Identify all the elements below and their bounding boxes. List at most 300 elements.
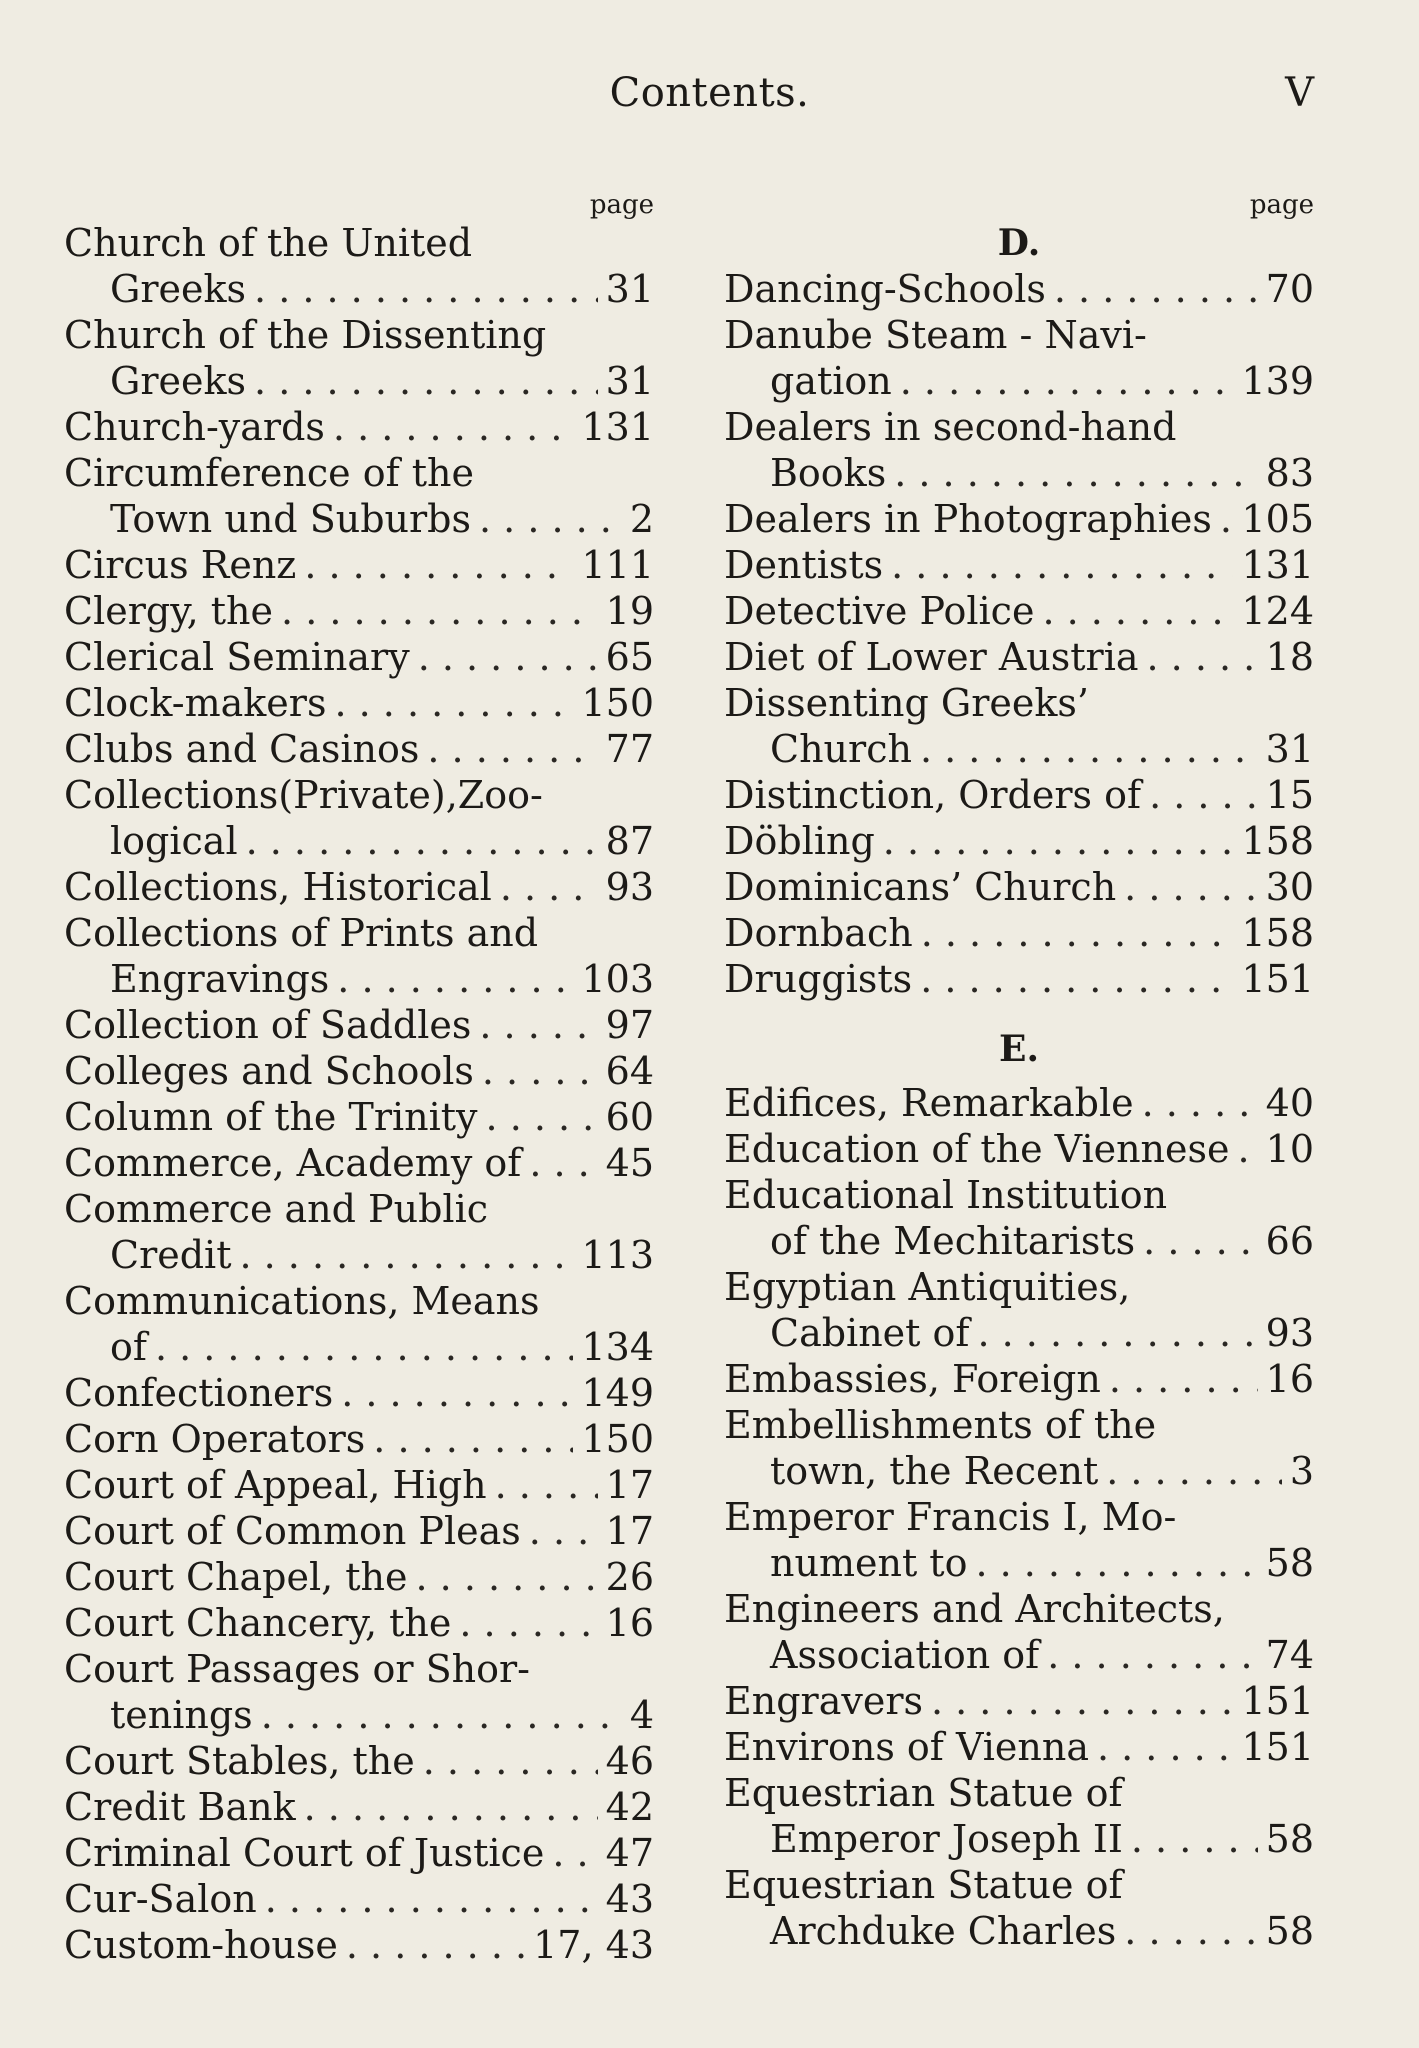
- section-spacer: [724, 1002, 1314, 1026]
- entry-page: 58: [1265, 1909, 1314, 1953]
- entry-text: Association of: [770, 1633, 1040, 1677]
- index-entry: [64, 1140, 654, 1186]
- entry-page: 3: [1289, 1449, 1314, 1493]
- entry-page: 16: [605, 1601, 654, 1645]
- entry-text: logical: [110, 819, 238, 863]
- entry-text: Engravings: [110, 957, 330, 1001]
- index-entry-line: [724, 1770, 1314, 1816]
- index-entry: [724, 956, 1314, 1002]
- entry-text: gation: [770, 359, 892, 403]
- index-entry-line: [64, 772, 654, 818]
- index-list-d: [724, 266, 1314, 1002]
- entry-page: 60: [605, 1095, 654, 1139]
- index-entry-line: [64, 1094, 654, 1140]
- entry-text: Corn Operators: [64, 1417, 366, 1461]
- entry-page: 134: [581, 1325, 654, 1369]
- index-entry-line: [724, 680, 1314, 726]
- dot-leader: [975, 1540, 1257, 1586]
- running-title: Contents.: [609, 70, 810, 116]
- entry-text: Equestrian Statue of: [724, 1863, 1123, 1907]
- index-entry: [64, 1416, 654, 1462]
- section-heading-d: D.: [997, 222, 1041, 264]
- entry-text: Column of the Trinity: [64, 1095, 478, 1139]
- index-entry-line: [64, 910, 654, 956]
- entry-text: Cur-Salon: [64, 1877, 257, 1921]
- index-entry-line: [724, 634, 1314, 680]
- index-entry-line: [724, 818, 1314, 864]
- index-entry-line: [724, 450, 1314, 496]
- entry-page: 19: [605, 589, 654, 633]
- dot-leader: [529, 1508, 598, 1554]
- dot-leader: [552, 1830, 597, 1876]
- entry-page: 17: [605, 1463, 654, 1507]
- index-entry: [64, 450, 654, 542]
- entry-text: Circumference of the: [64, 451, 474, 495]
- index-entry-line: [724, 910, 1314, 956]
- right-column: [724, 190, 1314, 1954]
- entry-text: Dealers in second-hand: [724, 405, 1177, 449]
- index-entry: [64, 772, 654, 864]
- index-entry: [724, 1586, 1314, 1678]
- entry-page: 131: [581, 405, 654, 449]
- entry-page: 93: [605, 865, 654, 909]
- dot-leader: [479, 1002, 597, 1048]
- index-entry-line: [64, 1462, 654, 1508]
- entry-text: Confectioners: [64, 1371, 334, 1415]
- index-entry-line: [724, 496, 1314, 542]
- index-entry: [724, 1264, 1314, 1356]
- dot-leader: [920, 956, 1233, 1002]
- dot-leader: [281, 588, 598, 634]
- entry-text: Communications, Means: [64, 1279, 540, 1323]
- index-entry: [64, 1554, 654, 1600]
- dot-leader: [891, 542, 1233, 588]
- dot-leader: [1149, 772, 1258, 818]
- index-entry-line: [64, 1784, 654, 1830]
- entry-text: Commerce, Academy of: [64, 1141, 522, 1185]
- entry-page: 150: [581, 681, 654, 725]
- entry-page: 113: [581, 1233, 654, 1277]
- entry-text: nument to: [770, 1541, 968, 1585]
- index-entry-line: [724, 404, 1314, 450]
- entry-text: Commerce and Public: [64, 1187, 489, 1231]
- index-entry-line: [64, 680, 654, 726]
- dot-leader: [900, 358, 1234, 404]
- index-entry-line: [724, 1126, 1314, 1172]
- index-entry: [724, 910, 1314, 956]
- dot-leader: [459, 1600, 597, 1646]
- entry-page: 16: [1265, 1357, 1314, 1401]
- page-column-heading: page: [589, 190, 654, 220]
- entry-text: Credit Bank: [64, 1785, 296, 1829]
- entry-page: 43: [605, 1877, 654, 1921]
- entry-page: 158: [1241, 911, 1314, 955]
- entry-text: Collection of Saddles: [64, 1003, 472, 1047]
- dot-leader: [333, 404, 574, 450]
- dot-leader: [1106, 1448, 1282, 1494]
- dot-leader: [920, 726, 1258, 772]
- index-entry-line: [64, 266, 654, 312]
- entry-page: 139: [1241, 359, 1314, 403]
- entry-page: 31: [605, 267, 654, 311]
- dot-leader: [1142, 1080, 1258, 1126]
- index-entry: [64, 1278, 654, 1370]
- entry-text: Embellishments of the: [724, 1403, 1157, 1447]
- entry-text: Dancing-Schools: [724, 267, 1046, 311]
- entry-page: 66: [1265, 1219, 1314, 1263]
- index-entry-line: [64, 588, 654, 634]
- entry-text: tenings: [110, 1693, 253, 1737]
- index-entry-line: [724, 358, 1314, 404]
- index-entry-line: [724, 1724, 1314, 1770]
- dot-leader: [1097, 1724, 1233, 1770]
- index-entry-line: [724, 1080, 1314, 1126]
- index-entry: [64, 634, 654, 680]
- index-entry: [724, 634, 1314, 680]
- dot-leader: [334, 680, 573, 726]
- index-list-e: [724, 1080, 1314, 1954]
- entry-page: 111: [581, 543, 654, 587]
- entry-text: Egyptian Antiquities,: [724, 1265, 1131, 1309]
- index-entry-line: [724, 1310, 1314, 1356]
- entry-page: 103: [581, 957, 654, 1001]
- index-entry: [64, 864, 654, 910]
- index-entry: [64, 542, 654, 588]
- index-entry-line: [724, 1172, 1314, 1218]
- index-entry: [724, 1402, 1314, 1494]
- index-entry: [64, 1048, 654, 1094]
- index-entry: [64, 1876, 654, 1922]
- dot-leader: [1238, 1126, 1258, 1172]
- entry-text: Church of the Dissenting: [64, 313, 547, 357]
- entry-text: Educational Institution: [724, 1173, 1168, 1217]
- index-list-c: [64, 220, 654, 1968]
- dot-leader: [1220, 496, 1234, 542]
- index-entry-line: [724, 1448, 1314, 1494]
- dot-leader: [1042, 588, 1233, 634]
- index-entry-line: [64, 1370, 654, 1416]
- entry-page: 4: [629, 1693, 654, 1737]
- index-entry: [724, 1724, 1314, 1770]
- index-entry-line: [724, 1816, 1314, 1862]
- index-entry-line: [64, 634, 654, 680]
- dot-leader: [529, 1140, 597, 1186]
- index-entry-line: [64, 1876, 654, 1922]
- entry-text: Books: [770, 451, 887, 495]
- dot-leader: [427, 726, 597, 772]
- dot-leader: [346, 1922, 525, 1968]
- dot-leader: [246, 818, 598, 864]
- index-entry: [724, 496, 1314, 542]
- index-entry-line: [724, 1494, 1314, 1540]
- entry-page: 74: [1265, 1633, 1314, 1677]
- index-entry: [724, 864, 1314, 910]
- entry-text: Clergy, the: [64, 589, 274, 633]
- entry-text: Clubs and Casinos: [64, 727, 420, 771]
- index-entry: [724, 680, 1314, 772]
- index-entry-line: [724, 726, 1314, 772]
- index-entry: [724, 588, 1314, 634]
- entry-page: 151: [1241, 1725, 1314, 1769]
- entry-page: 17: [605, 1509, 654, 1553]
- entry-text: town, the Recent: [770, 1449, 1099, 1493]
- entry-text: Detective Police: [724, 589, 1035, 633]
- entry-page: 105: [1241, 497, 1314, 541]
- index-entry-line: [64, 726, 654, 772]
- entry-page: 151: [1241, 1679, 1314, 1723]
- entry-text: Archduke Charles: [770, 1909, 1117, 1953]
- dot-leader: [1109, 1356, 1258, 1402]
- entry-text: Criminal Court of Justice: [64, 1831, 545, 1875]
- index-entry-line: [724, 864, 1314, 910]
- dot-leader: [495, 1462, 598, 1508]
- index-entry: [64, 1002, 654, 1048]
- entry-page: 97: [605, 1003, 654, 1047]
- index-entry: [724, 1770, 1314, 1862]
- dot-leader: [239, 1232, 573, 1278]
- entry-page: 65: [605, 635, 654, 679]
- index-entry: [64, 588, 654, 634]
- entry-text: Court Stables, the: [64, 1739, 415, 1783]
- entry-text: Education of the Viennese: [724, 1127, 1230, 1171]
- dot-leader: [1054, 266, 1258, 312]
- index-entry-line: [64, 1738, 654, 1784]
- index-entry-line: [64, 1646, 654, 1692]
- entry-page: 46: [605, 1739, 654, 1783]
- index-entry: [64, 1186, 654, 1278]
- index-entry-line: [724, 542, 1314, 588]
- entry-page: 45: [605, 1141, 654, 1185]
- dot-leader: [1147, 634, 1258, 680]
- entry-text: Dentists: [724, 543, 884, 587]
- entry-text: Collections of Prints and: [64, 911, 539, 955]
- entry-text: of the Mechitarists: [770, 1219, 1136, 1263]
- index-entry-line: [724, 1908, 1314, 1954]
- index-entry: [64, 1646, 654, 1738]
- entry-page: 83: [1265, 451, 1314, 495]
- index-entry-line: [64, 1508, 654, 1554]
- index-entry-line: [724, 1540, 1314, 1586]
- entry-text: Court Passages or Shor-: [64, 1647, 531, 1691]
- entry-text: Colleges and Schools: [64, 1049, 474, 1093]
- entry-page: 131: [1241, 543, 1314, 587]
- entry-text: Dornbach: [724, 911, 913, 955]
- entry-page: 31: [605, 359, 654, 403]
- index-entry-line: [724, 1678, 1314, 1724]
- entry-text: Emperor Joseph II: [770, 1817, 1123, 1861]
- index-entry: [724, 542, 1314, 588]
- entry-page: 40: [1265, 1081, 1314, 1125]
- index-entry-line: [64, 312, 654, 358]
- entry-text: Custom-house: [64, 1923, 338, 1967]
- index-entry: [724, 1080, 1314, 1126]
- index-entry-line: [724, 312, 1314, 358]
- index-entry-line: [64, 956, 654, 1002]
- entry-page: 93: [1265, 1311, 1314, 1355]
- index-entry-line: [724, 1862, 1314, 1908]
- entry-text: Cabinet of: [770, 1311, 970, 1355]
- index-entry-line: [64, 404, 654, 450]
- dot-leader: [482, 1048, 598, 1094]
- entry-text: Church-yards: [64, 405, 325, 449]
- page-column-heading: page: [1249, 190, 1314, 220]
- entry-text: Embassies, Foreign: [724, 1357, 1101, 1401]
- index-entry-line: [64, 220, 654, 266]
- index-entry: [64, 1462, 654, 1508]
- index-entry: [64, 680, 654, 726]
- index-entry-line: [64, 1048, 654, 1094]
- index-entry-line: [724, 1356, 1314, 1402]
- entry-page: 10: [1265, 1127, 1314, 1171]
- index-entry-line: [724, 1402, 1314, 1448]
- dot-leader: [1124, 864, 1257, 910]
- entry-page: 17, 43: [533, 1923, 654, 1967]
- index-entry: [724, 1356, 1314, 1402]
- entry-text: Equestrian Statue of: [724, 1771, 1123, 1815]
- entry-text: Church of the United: [64, 221, 473, 265]
- dot-leader: [977, 1310, 1257, 1356]
- entry-page: 77: [605, 727, 654, 771]
- entry-text: Court Chancery, the: [64, 1601, 452, 1645]
- entry-text: Court of Common Pleas: [64, 1509, 521, 1553]
- entry-page: 58: [1265, 1541, 1314, 1585]
- index-entry: [724, 1862, 1314, 1954]
- dot-leader: [883, 818, 1234, 864]
- entry-text: Clerical Seminary: [64, 635, 410, 679]
- index-entry: [64, 1094, 654, 1140]
- entry-page: 124: [1241, 589, 1314, 633]
- entry-page: 87: [605, 819, 654, 863]
- entry-text: Dealers in Photographies: [724, 497, 1212, 541]
- index-entry: [724, 772, 1314, 818]
- index-entry: [64, 726, 654, 772]
- entry-page: 2: [629, 497, 654, 541]
- index-entry-line: [724, 588, 1314, 634]
- index-entry-line: [64, 1186, 654, 1232]
- entry-page: 158: [1241, 819, 1314, 863]
- dot-leader: [423, 1738, 598, 1784]
- index-entry-line: [64, 818, 654, 864]
- entry-page: 64: [605, 1049, 654, 1093]
- index-entry: [64, 1784, 654, 1830]
- dot-leader: [931, 1678, 1233, 1724]
- entry-text: Collections, Historical: [64, 865, 492, 909]
- left-column: [64, 190, 654, 1968]
- entry-page: 149: [581, 1371, 654, 1415]
- page-number: V: [1285, 70, 1314, 116]
- index-entry: [64, 1508, 654, 1554]
- section-spacer: [724, 1072, 1314, 1080]
- index-entry-line: [64, 1140, 654, 1186]
- index-entry-line: [64, 1232, 654, 1278]
- index-entry-line: [724, 266, 1314, 312]
- index-entry-line: [724, 1218, 1314, 1264]
- entry-text: of: [110, 1325, 147, 1369]
- entry-text: Dominicans’ Church: [724, 865, 1117, 909]
- index-entry: [64, 220, 654, 312]
- index-entry: [724, 266, 1314, 312]
- index-entry: [724, 1126, 1314, 1172]
- dot-leader: [254, 266, 598, 312]
- entry-text: Druggists: [724, 957, 913, 1001]
- dot-leader: [1047, 1632, 1257, 1678]
- index-entry-line: [724, 1632, 1314, 1678]
- entry-text: Clock-makers: [64, 681, 327, 725]
- entry-page: 150: [581, 1417, 654, 1461]
- index-entry: [64, 1370, 654, 1416]
- index-entry: [724, 404, 1314, 496]
- section-heading-e: E.: [999, 1028, 1039, 1070]
- index-entry: [64, 1830, 654, 1876]
- dot-leader: [500, 864, 598, 910]
- dot-leader: [1131, 1816, 1258, 1862]
- entry-text: Court Chapel, the: [64, 1555, 408, 1599]
- index-entry-line: [724, 772, 1314, 818]
- index-entry-line: [724, 956, 1314, 1002]
- index-entry-line: [64, 1278, 654, 1324]
- dot-leader: [894, 450, 1257, 496]
- dot-leader: [155, 1324, 574, 1370]
- dot-leader: [265, 1876, 598, 1922]
- index-entry: [64, 404, 654, 450]
- index-entry-line: [64, 358, 654, 404]
- index-entry: [64, 1600, 654, 1646]
- entry-text: Engravers: [724, 1679, 923, 1723]
- entry-page: 151: [1241, 957, 1314, 1001]
- index-entry-line: [64, 1554, 654, 1600]
- dot-leader: [1124, 1908, 1257, 1954]
- entry-text: Dissenting Greeks’: [724, 681, 1089, 725]
- entry-page: 18: [1265, 635, 1314, 679]
- index-entry: [64, 1922, 654, 1968]
- entry-page: 15: [1265, 773, 1314, 817]
- entry-page: 58: [1265, 1817, 1314, 1861]
- index-entry-line: [64, 450, 654, 496]
- entry-text: Environs of Vienna: [724, 1725, 1089, 1769]
- index-entry-line: [724, 1264, 1314, 1310]
- dot-leader: [261, 1692, 622, 1738]
- index-entry-line: [724, 1586, 1314, 1632]
- dot-leader: [486, 1094, 598, 1140]
- index-entry-line: [64, 542, 654, 588]
- index-entry: [64, 312, 654, 404]
- index-entry: [724, 1172, 1314, 1264]
- index-entry-line: [64, 1600, 654, 1646]
- entry-text: Collections(Private),Zoo-: [64, 773, 543, 817]
- index-entry-line: [64, 864, 654, 910]
- index-entry-line: [64, 1692, 654, 1738]
- entry-text: Court of Appeal, High: [64, 1463, 487, 1507]
- entry-text: Greeks: [110, 359, 247, 403]
- index-entry-line: [64, 1922, 654, 1968]
- index-entry-line: [64, 1830, 654, 1876]
- index-entry: [724, 818, 1314, 864]
- index-entry-line: [64, 496, 654, 542]
- index-entry-line: [64, 1416, 654, 1462]
- dot-leader: [416, 1554, 598, 1600]
- index-entry-line: [64, 1002, 654, 1048]
- entry-text: Greeks: [110, 267, 247, 311]
- dot-leader: [921, 910, 1234, 956]
- entry-page: 42: [605, 1785, 654, 1829]
- index-entry: [724, 1494, 1314, 1586]
- entry-text: Emperor Francis I, Mo-: [724, 1495, 1177, 1539]
- index-entry: [64, 910, 654, 1002]
- entry-page: 31: [1265, 727, 1314, 771]
- dot-leader: [341, 1370, 573, 1416]
- entry-text: Town und Suburbs: [110, 497, 471, 541]
- entry-text: Engineers and Architects,: [724, 1587, 1225, 1631]
